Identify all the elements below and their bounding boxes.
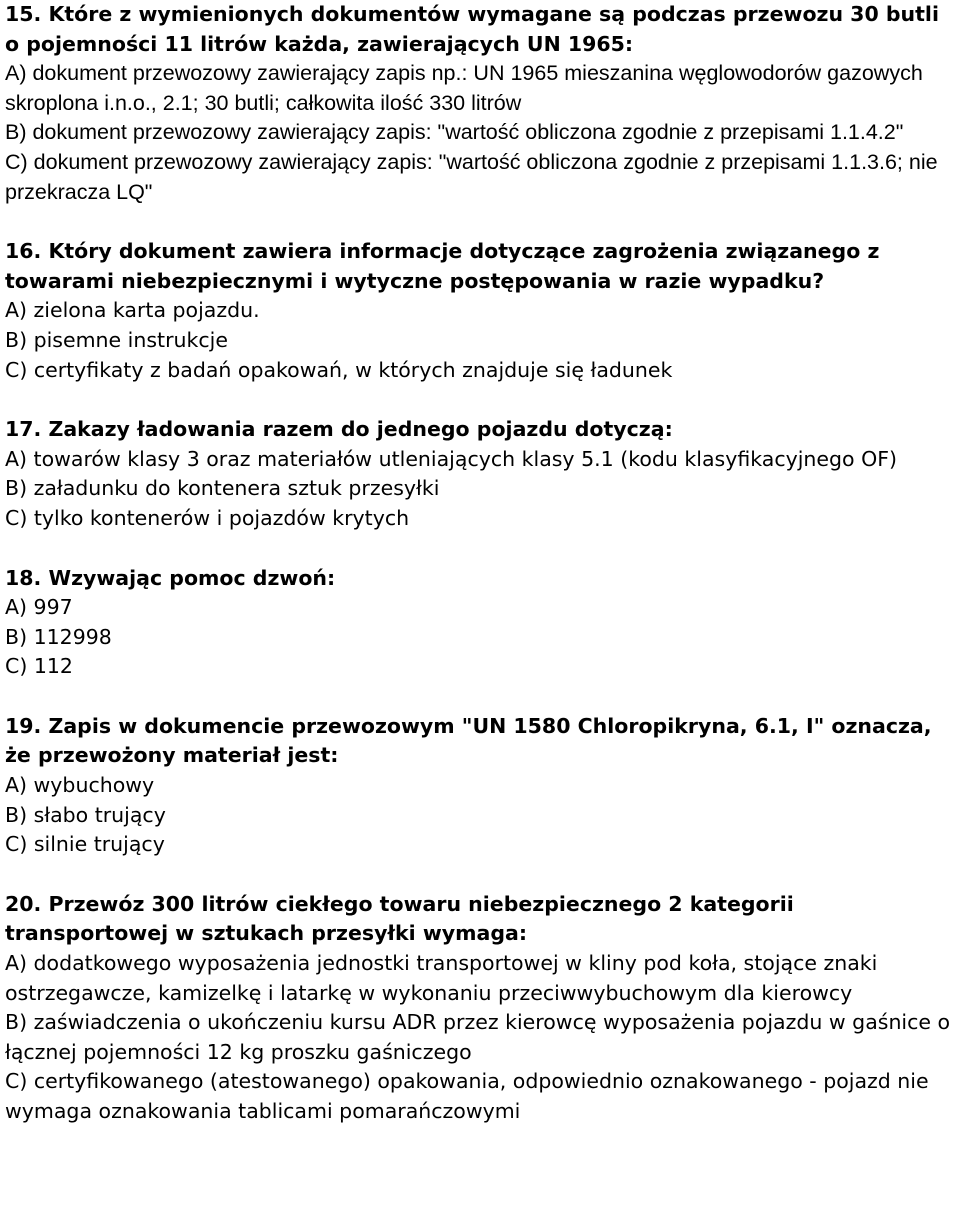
answer-c: C) dokument przewozowy zawierający zapis: "wartość obliczona zgodnie z przepisami 1.1.3.6; nie przekracza LQ" bbox=[5, 149, 938, 204]
answer-b: B) dokument przewozowy zawierający zapis: "wartość obliczona zgodnie z przepisami 1.1.4.2" bbox=[5, 120, 904, 145]
question-title: 17. Zakazy ładowania razem do jednego pojazdu dotyczą: bbox=[5, 417, 673, 442]
question-title: 18. Wzywając pomoc dzwoń: bbox=[5, 565, 336, 590]
answer-c: C) certyfikowanego (atestowanego) opakowania, odpowiednio oznakowanego - pojazd nie wymaga oznakowania tablicami pomarańczowymi bbox=[5, 1069, 929, 1123]
question-17 bbox=[5, 415, 957, 533]
question-16 bbox=[5, 237, 957, 385]
answer-a: A) zielona karta pojazdu. bbox=[5, 298, 260, 323]
answer-b: B) słabo trujący bbox=[5, 802, 166, 827]
answer-b: B) załadunku do kontenera sztuk przesyłki bbox=[5, 476, 440, 501]
answer-a: A) 997 bbox=[5, 595, 73, 620]
answer-c: C) certyfikaty z badań opakowań, w których znajduje się ładunek bbox=[5, 357, 673, 382]
answer-a: A) wybuchowy bbox=[5, 773, 155, 798]
answer-c: C) tylko kontenerów i pojazdów krytych bbox=[5, 505, 410, 530]
question-19 bbox=[5, 712, 957, 860]
question-18 bbox=[5, 564, 957, 682]
answer-b: B) zaświadczenia o ukończeniu kursu ADR przez kierowcę wyposażenia pojazdu w gaśnice o łącznej pojemności 12 kg proszku gaśniczego bbox=[5, 1010, 951, 1064]
question-15 bbox=[5, 0, 957, 207]
answer-c: C) 112 bbox=[5, 654, 73, 679]
answer-b: B) 112998 bbox=[5, 624, 112, 649]
question-title: 16. Który dokument zawiera informacje dotyczące zagrożenia związanego z towarami niebezpiecznymi i wytyczne postępowania w razie wypadku? bbox=[5, 239, 880, 293]
answer-b: B) pisemne instrukcje bbox=[5, 327, 228, 352]
document-page bbox=[5, 0, 957, 1157]
answer-a: A) dodatkowego wyposażenia jednostki transportowej w kliny pod koła, stojące znaki ostrzegawcze, kamizelkę i latarkę w wykonaniu przeciwwybuchowym dla kierowcy bbox=[5, 951, 878, 1005]
question-20 bbox=[5, 890, 957, 1127]
question-title: 15. Które z wymienionych dokumentów wymagane są podczas przewozu 30 butli o pojemności 11 litrów każda, zawierających UN 1965: bbox=[5, 2, 939, 56]
answer-a: A) towarów klasy 3 oraz materiałów utleniających klasy 5.1 (kodu klasyfikacyjnego OF) bbox=[5, 446, 898, 471]
question-title: 20. Przewóz 300 litrów ciekłego towaru niebezpiecznego 2 kategorii transportowej w sztukach przesyłki wymaga: bbox=[5, 891, 794, 946]
answer-a: A) dokument przewozowy zawierający zapis np.: UN 1965 mieszanina węglowodorów gazowych skroplona i.n.o., 2.1; 30 butli; całkowita ilość 330 litrów bbox=[5, 61, 923, 115]
question-title: 19. Zapis w dokumencie przewozowym "UN 1580 Chloropikryna, 6.1, I" oznacza, że przewożony materiał jest: bbox=[5, 713, 932, 768]
answer-c: C) silnie trujący bbox=[5, 832, 165, 857]
